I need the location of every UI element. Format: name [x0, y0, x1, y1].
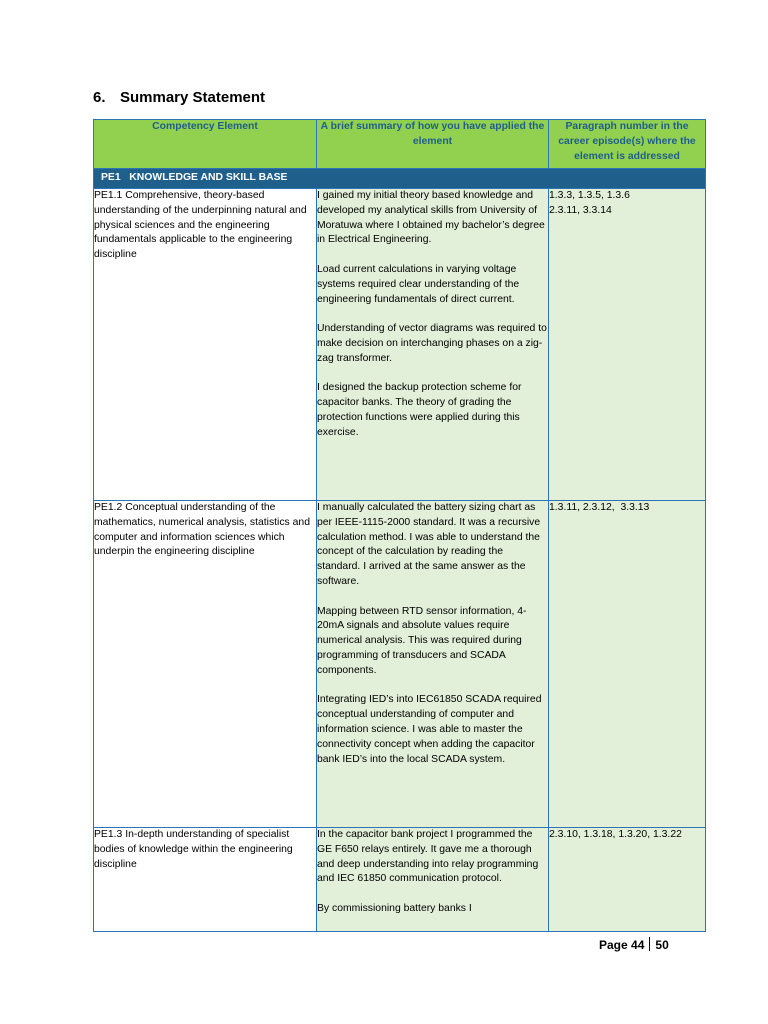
reference-line: 2.3.11, 3.3.14: [549, 204, 612, 216]
summary-table: [93, 119, 706, 932]
band-label: PE1 KNOWLEDGE AND SKILL BASE: [94, 169, 706, 189]
summary-paragraph: I designed the backup protection scheme for capacitor banks. The theory of grading the protection functions were applied during this exercise.: [317, 382, 522, 438]
page-footer: [599, 937, 669, 952]
header-competency-element: Competency Element: [94, 120, 317, 169]
summary-paragraph: Understanding of vector diagrams was required to make decision on interchanging phases on a zig-zag transformer.: [317, 323, 547, 364]
page-number: 44: [631, 938, 645, 952]
header-summary: A brief summary of how you have applied the element: [317, 120, 549, 169]
competency-element-cell: PE1.2 Conceptual understanding of the mathematics, numerical analysis, statistics and computer and information sciences which underpin the engineering discipline: [94, 501, 317, 828]
summary-paragraph: By commissioning battery banks I: [317, 902, 472, 914]
competency-element-cell: PE1.1 Comprehensive, theory-based understanding of the underpinning natural and physical sciences and the engineering fundamentals applicable to the engineering discipline: [94, 189, 317, 501]
header-paragraph-number: Paragraph number in the career episode(s) where the element is addressed: [549, 120, 706, 169]
reference-cell: [549, 189, 706, 501]
section-heading: [93, 89, 265, 106]
summary-cell: [317, 189, 549, 501]
reference-cell: [549, 828, 706, 932]
competency-element-cell: PE1.3 In-depth understanding of specialist bodies of knowledge within the engineering discipline: [94, 828, 317, 932]
summary-cell: [317, 828, 549, 932]
page-total: 50: [655, 938, 669, 952]
summary-paragraph: I gained my initial theory based knowledge and developed my analytical skills from University of Moratuwa where I obtained my bachelor’s degree in Electrical Engineering.: [317, 190, 545, 246]
section-title: Summary Statement: [120, 89, 266, 106]
summary-paragraph: I manually calculated the battery sizing chart as per IEEE-1115-2000 standard. It was a recursive calculation method. I was able to understand the concept of the calculation by reading the standard. I arrived at the same answer as the software.: [317, 502, 541, 587]
summary-cell: [317, 501, 549, 828]
table-row: [94, 828, 706, 932]
table-header-row: [94, 120, 706, 169]
page-label: Page: [599, 938, 628, 952]
page-separator: [649, 937, 650, 951]
table-row: [94, 189, 706, 501]
reference-line: 2.3.10, 1.3.18, 1.3.20, 1.3.22: [549, 829, 682, 840]
summary-paragraph: In the capacitor bank project I programmed the GE F650 relays entirely. It gave me a thorough and deep understanding into relay programming and IEC 61850 communication protocol.: [317, 829, 539, 885]
summary-paragraph: Load current calculations in varying voltage systems required clear understanding of the engineering fundamentals of direct current.: [317, 263, 520, 305]
section-number: 6.: [93, 89, 106, 106]
band-row: [94, 169, 706, 189]
reference-cell: [549, 501, 706, 828]
summary-paragraph: Integrating IED’s into IEC61850 SCADA required conceptual understanding of computer and information science. I was able to master the connectivity concept when adding the capacitor bank IED’s into the local SCADA system.: [317, 694, 542, 765]
reference-line: 1.3.11, 2.3.12, 3.3.13: [549, 502, 650, 513]
table-row: [94, 501, 706, 828]
reference-line: 1.3.3, 1.3.5, 1.3.6: [549, 190, 630, 201]
summary-paragraph: Mapping between RTD sensor information, 4-20mA signals and absolute values require numerical analysis. This was required during programming of transducers and SCADA components.: [317, 605, 527, 676]
